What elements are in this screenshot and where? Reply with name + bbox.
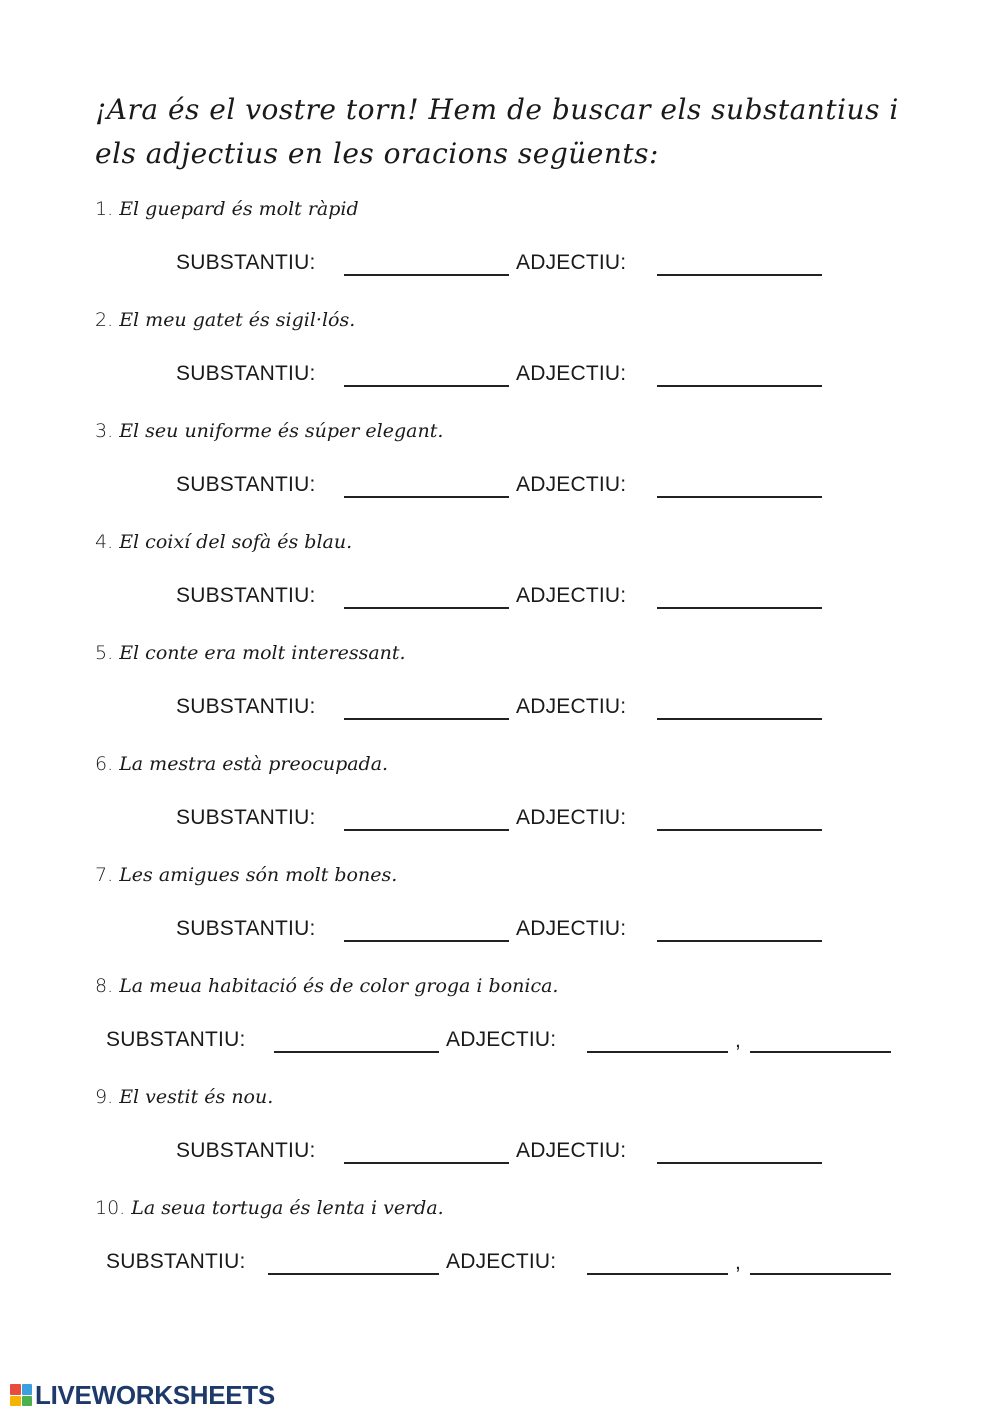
sentence-9 (95, 1084, 273, 1110)
adjective-blank-8b[interactable] (750, 1051, 891, 1053)
adjective-blank-7[interactable] (657, 940, 822, 942)
sentence-7 (95, 862, 397, 888)
noun-label: SUBSTANTIU: (176, 584, 316, 607)
sentence-number: 4. (95, 531, 114, 553)
answer-row-4 (0, 582, 1000, 612)
adjective-blank-2[interactable] (657, 385, 822, 387)
sentence-text: El guepard és molt ràpid (119, 198, 359, 220)
noun-blank-4[interactable] (344, 607, 509, 609)
noun-blank-2[interactable] (344, 385, 509, 387)
comma-separator: , (735, 1029, 741, 1052)
liveworksheets-logo[interactable] (10, 1380, 275, 1410)
sentence-text: Les amigues són molt bones. (119, 864, 398, 886)
comma-separator: , (735, 1251, 741, 1274)
sentence-number: 2. (95, 309, 114, 331)
noun-label: SUBSTANTIU: (106, 1028, 246, 1051)
sentence-text: El seu uniforme és súper elegant. (119, 420, 444, 442)
noun-blank-9[interactable] (344, 1162, 509, 1164)
adjective-label: ADJECTIU: (516, 917, 627, 940)
answer-row-10 (0, 1248, 1000, 1278)
noun-label: SUBSTANTIU: (176, 1139, 316, 1162)
adjective-label: ADJECTIU: (516, 806, 627, 829)
sentence-6 (95, 751, 388, 777)
adjective-blank-8a[interactable] (587, 1051, 728, 1053)
sentence-number: 1. (95, 198, 114, 220)
sentence-text: El vestit és nou. (119, 1086, 274, 1108)
noun-blank-5[interactable] (344, 718, 509, 720)
sentence-3 (95, 418, 443, 444)
adjective-blank-3[interactable] (657, 496, 822, 498)
adjective-label: ADJECTIU: (516, 584, 627, 607)
adjective-label: ADJECTIU: (516, 695, 627, 718)
adjective-label: ADJECTIU: (516, 362, 627, 385)
answer-row-8 (0, 1026, 1000, 1056)
sentence-5 (95, 640, 406, 666)
noun-label: SUBSTANTIU: (176, 251, 316, 274)
sentence-text: El conte era molt interessant. (119, 642, 406, 664)
noun-label: SUBSTANTIU: (176, 806, 316, 829)
sentence-2 (95, 307, 355, 333)
logo-block (10, 1384, 21, 1395)
sentence-text: El meu gatet és sigil·lós. (119, 309, 356, 331)
noun-label: SUBSTANTIU: (176, 473, 316, 496)
answer-row-1 (0, 249, 1000, 279)
noun-label: SUBSTANTIU: (176, 917, 316, 940)
logo-block (22, 1384, 33, 1395)
sentence-10 (95, 1195, 444, 1221)
noun-blank-6[interactable] (344, 829, 509, 831)
sentence-number: 8. (95, 975, 114, 997)
adjective-blank-4[interactable] (657, 607, 822, 609)
logo-block (10, 1396, 21, 1407)
adjective-label: ADJECTIU: (446, 1028, 557, 1051)
logo-block (22, 1396, 33, 1407)
adjective-blank-10a[interactable] (587, 1273, 728, 1275)
worksheet-title: ¡Ara és el vostre torn! Hem de buscar els substantius i els adjectius en les oracions següents: (95, 93, 899, 170)
sentence-number: 9. (95, 1086, 114, 1108)
noun-blank-1[interactable] (344, 274, 509, 276)
answer-row-3 (0, 471, 1000, 501)
adjective-label: ADJECTIU: (446, 1250, 557, 1273)
sentence-number: 6. (95, 753, 114, 775)
sentence-text: La meua habitació és de color groga i bonica. (119, 975, 559, 997)
sentence-number: 10. (95, 1197, 126, 1219)
noun-label: SUBSTANTIU: (176, 695, 316, 718)
adjective-blank-9[interactable] (657, 1162, 822, 1164)
adjective-label: ADJECTIU: (516, 473, 627, 496)
noun-blank-10[interactable] (268, 1273, 439, 1275)
answer-row-6 (0, 804, 1000, 834)
sentence-text: El coixí del sofà és blau. (119, 531, 353, 553)
noun-label: SUBSTANTIU: (176, 362, 316, 385)
sentence-number: 3. (95, 420, 114, 442)
adjective-blank-10b[interactable] (750, 1273, 891, 1275)
adjective-blank-1[interactable] (657, 274, 822, 276)
logo-blocks-icon (10, 1384, 32, 1406)
noun-blank-8[interactable] (274, 1051, 439, 1053)
noun-label: SUBSTANTIU: (106, 1250, 246, 1273)
noun-blank-7[interactable] (344, 940, 509, 942)
adjective-blank-5[interactable] (657, 718, 822, 720)
answer-row-5 (0, 693, 1000, 723)
answer-row-7 (0, 915, 1000, 945)
sentence-text: La mestra està preocupada. (119, 753, 389, 775)
sentence-8 (95, 973, 558, 999)
logo-text: LIVEWORKSHEETS (35, 1379, 275, 1410)
adjective-blank-6[interactable] (657, 829, 822, 831)
adjective-label: ADJECTIU: (516, 1139, 627, 1162)
sentence-number: 7. (95, 864, 114, 886)
answer-row-9 (0, 1137, 1000, 1167)
sentence-text: La seua tortuga és lenta i verda. (131, 1197, 444, 1219)
sentence-4 (95, 529, 352, 555)
adjective-label: ADJECTIU: (516, 251, 627, 274)
sentence-number: 5. (95, 642, 114, 664)
sentence-1 (95, 196, 359, 222)
noun-blank-3[interactable] (344, 496, 509, 498)
answer-row-2 (0, 360, 1000, 390)
